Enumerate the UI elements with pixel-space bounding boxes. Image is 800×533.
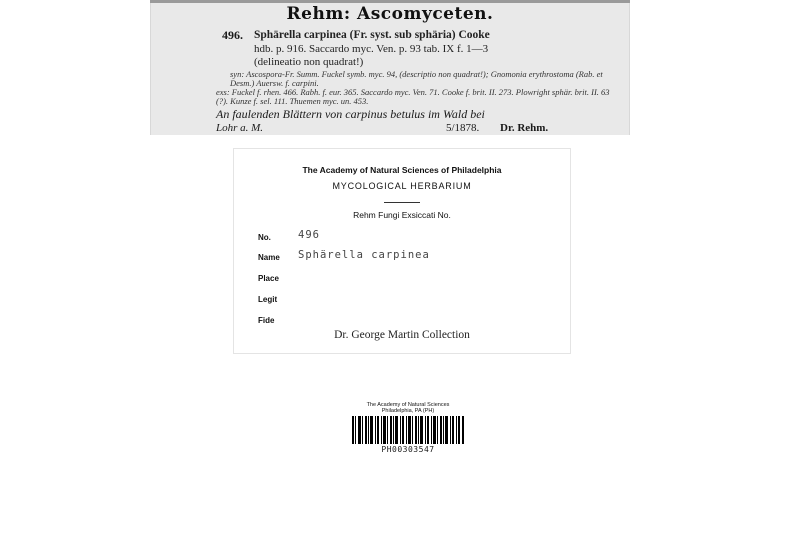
barcode-bars — [352, 416, 464, 444]
collector-place: Lohr a. M. — [216, 122, 264, 134]
field-value-no: 496 — [298, 229, 320, 241]
barcode-id: PH00303547 — [381, 445, 435, 454]
herbarium-card — [233, 148, 571, 354]
herbarium-name: MYCOLOGICAL HERBARIUM — [332, 181, 472, 191]
species-line: Sphärella carpinea (Fr. syst. sub sphäria) Cooke — [254, 29, 490, 41]
collection-date: 5/1878. — [446, 122, 480, 134]
collection-name: Dr. George Martin Collection — [334, 329, 470, 341]
barcode-caption-1: The Academy of Natural Sciences — [366, 402, 450, 408]
field-label-name: Name — [258, 253, 280, 262]
exsiccata-number: 496. — [222, 28, 243, 42]
exsiccatae-text: exs: Fuckel f. rhen. 466. Rabh. f. eur. 365. Saccardo myc. Ven. 71. Cooke f. brit. II. 273. Plowright sphär. brit. II. 63 (?). Kunze f. sel. 111. Thuemen myc. un. 453. — [216, 87, 610, 106]
field-label-place: Place — [258, 274, 279, 283]
note-line: (delineatio non quadrat!) — [254, 56, 364, 68]
label-top-rule — [150, 0, 630, 3]
field-value-name: Sphärella carpinea — [298, 249, 430, 261]
exsiccata-title: Rehm: Ascomyceten. — [286, 4, 494, 24]
field-label-no: No. — [258, 233, 271, 242]
exsiccata-label — [150, 0, 630, 140]
barcode-label — [349, 402, 467, 458]
reference-line: hdb. p. 916. Saccardo myc. Ven. p. 93 tab. IX f. 1—3 — [254, 43, 489, 55]
synonymy-text: syn: Ascospora-Fr. Summ. Fuckel symb. myc. 94, (descriptio non quadrat!); Gnomonia erythrostoma (Rab. et Desm.) Auersw. f. carpini. — [230, 69, 603, 88]
institution-name: The Academy of Natural Sciences of Philadelphia — [302, 165, 502, 175]
locality-text: An faulenden Blättern von carpinus betulus im Wald bei — [216, 107, 485, 121]
series-name: Rehm Fungi Exsiccati No. — [353, 210, 451, 220]
barcode-caption-2: Philadelphia, PA (PH) — [381, 408, 435, 414]
card-divider — [384, 202, 420, 203]
label-author: Dr. Rehm. — [500, 122, 549, 134]
field-label-fide: Fide — [258, 316, 275, 325]
field-label-legit: Legit — [258, 295, 278, 304]
